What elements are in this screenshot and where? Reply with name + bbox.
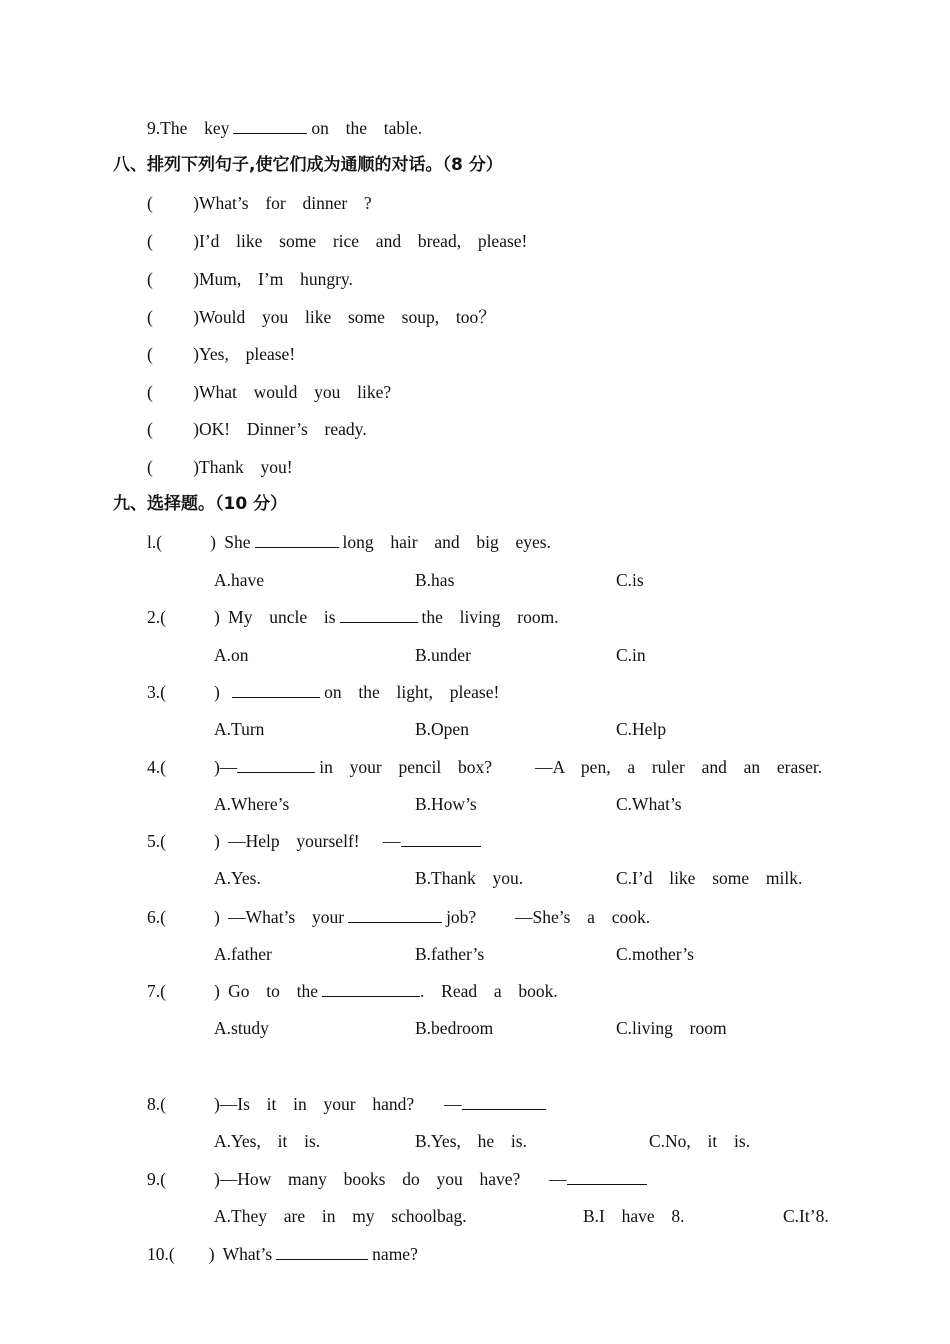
answer-blank[interactable]	[255, 531, 339, 548]
sentence-text: OK! Dinner’s ready.	[199, 419, 367, 439]
question-number: 8.(	[147, 1094, 166, 1114]
question-text: My uncle is	[228, 607, 336, 627]
option-b[interactable]: B.Yes, he is.	[415, 1131, 527, 1151]
option-a[interactable]: A.father	[214, 944, 272, 964]
option-b[interactable]: B.Thank you.	[415, 868, 524, 888]
question-text: She	[224, 532, 251, 552]
question-9-reply	[549, 1168, 651, 1190]
option-a[interactable]: A.have	[214, 570, 265, 590]
question-4: 4.( )— in your pencil box?	[147, 757, 492, 777]
question-text: —	[219, 757, 238, 777]
ordering-item	[147, 268, 353, 290]
ordering-item	[147, 381, 391, 403]
option-a[interactable]: A.study	[214, 1018, 269, 1038]
option-b[interactable]: B.I have 8.	[583, 1206, 685, 1226]
answer-blank[interactable]	[276, 1243, 368, 1260]
sentence-text: Thank you!	[199, 457, 293, 477]
answer-paren[interactable]	[147, 230, 199, 252]
answer-paren[interactable]	[147, 418, 199, 440]
option-c[interactable]: C.I’d like some milk.	[616, 868, 803, 888]
option-b[interactable]: B.How’s	[415, 794, 477, 814]
question-10: 10.( ) What’s name?	[147, 1244, 418, 1264]
question-text: the living room.	[421, 607, 559, 627]
item-text: on the table.	[311, 118, 423, 138]
option-c[interactable]: C.living room	[616, 1018, 727, 1038]
ordering-item	[147, 306, 496, 328]
answer-paren[interactable]	[147, 456, 199, 478]
option-c[interactable]: C.in	[616, 645, 646, 665]
answer-paren[interactable]	[147, 343, 199, 365]
option-a[interactable]: A.Yes, it is.	[214, 1131, 321, 1151]
answer-blank[interactable]	[567, 1168, 647, 1185]
reply-dash: —	[549, 1169, 567, 1189]
question-3: 3.( ) on the light, please!	[147, 682, 500, 702]
question-9: 9.( )—How many books do you have?	[147, 1169, 521, 1189]
reply-dash: —	[444, 1094, 462, 1114]
answer-paren[interactable]	[147, 381, 199, 403]
question-text: . Read a book.	[420, 981, 558, 1001]
ordering-item	[147, 343, 295, 365]
option-c[interactable]: C.Help	[616, 719, 667, 739]
option-b[interactable]: B.under	[415, 645, 471, 665]
reply-dash: —	[383, 831, 401, 851]
question-1: l.( ) She long hair and big eyes.	[147, 532, 551, 552]
ordering-item	[147, 456, 293, 478]
fill-item-9	[147, 117, 422, 139]
question-number: 5.(	[147, 831, 166, 851]
answer-paren[interactable]	[147, 268, 199, 290]
question-number: 3.(	[147, 682, 166, 702]
option-c[interactable]: C.is	[616, 570, 644, 590]
question-number: 9.(	[147, 1169, 166, 1189]
question-number: 2.(	[147, 607, 166, 627]
question-5-reply	[383, 830, 485, 852]
question-7: 7.( ) Go to the . Read a book.	[147, 981, 558, 1001]
question-5: 5.( ) —Help yourself!	[147, 831, 360, 851]
question-number: 4.(	[147, 757, 166, 777]
option-a[interactable]: A.Where’s	[214, 794, 290, 814]
option-a[interactable]: A.They are in my schoolbag.	[214, 1206, 467, 1226]
question-number: 10.(	[147, 1244, 175, 1264]
sentence-text: I’d like some rice and bread, please!	[199, 231, 528, 251]
answer-blank[interactable]	[233, 117, 307, 134]
question-text: Go to the	[228, 981, 319, 1001]
sentence-text: Mum, I’m hungry.	[199, 269, 353, 289]
option-c[interactable]: C.mother’s	[616, 944, 694, 964]
section-9-title: 九、选择题。（10 分）	[113, 494, 288, 514]
question-8: 8.( )—Is it in your hand?	[147, 1094, 415, 1114]
question-6-reply: —She’s a cook.	[515, 907, 651, 927]
question-text: name?	[372, 1244, 418, 1264]
answer-blank[interactable]	[462, 1093, 546, 1110]
sentence-text: Yes, please!	[199, 344, 296, 364]
question-text: —Help yourself!	[228, 831, 360, 851]
question-text: —How many books do you have?	[219, 1169, 521, 1189]
question-text: job?	[446, 907, 477, 927]
answer-blank[interactable]	[322, 980, 420, 997]
question-text: long hair and big eyes.	[342, 532, 551, 552]
sentence-text: Would you like some soup, too？	[199, 307, 496, 327]
answer-blank[interactable]	[340, 606, 418, 623]
option-c[interactable]: C.It’8.	[783, 1206, 829, 1226]
option-b[interactable]: B.father’s	[415, 944, 485, 964]
sentence-text: What’s for dinner ?	[199, 193, 372, 213]
item-text: 9.The key	[147, 118, 230, 138]
answer-blank[interactable]	[237, 756, 315, 773]
ordering-item	[147, 192, 372, 214]
ordering-item	[147, 418, 367, 440]
answer-blank[interactable]	[401, 830, 481, 847]
question-2: 2.( ) My uncle is the living room.	[147, 607, 559, 627]
option-c[interactable]: C.No, it is.	[649, 1131, 751, 1151]
option-b[interactable]: B.has	[415, 570, 455, 590]
ordering-item	[147, 230, 527, 252]
option-b[interactable]: B.Open	[415, 719, 469, 739]
answer-paren[interactable]	[147, 192, 199, 214]
option-a[interactable]: A.on	[214, 645, 249, 665]
question-text: What’s	[222, 1244, 273, 1264]
answer-paren[interactable]	[147, 306, 199, 328]
question-6: 6.( ) —What’s your job?	[147, 907, 477, 927]
question-number: l.(	[147, 532, 163, 552]
question-text: —What’s your	[228, 907, 345, 927]
question-number: 6.(	[147, 907, 166, 927]
question-text: on the light, please!	[324, 682, 500, 702]
section-8-title: 八、排列下列句子,使它们成为通顺的对话。（8 分）	[113, 155, 503, 175]
question-number: 7.(	[147, 981, 166, 1001]
option-c[interactable]: C.What’s	[616, 794, 682, 814]
sentence-text: What would you like?	[199, 382, 392, 402]
question-text: —Is it in your hand?	[219, 1094, 415, 1114]
answer-blank[interactable]	[232, 681, 320, 698]
question-4-reply: —A pen, a ruler and an eraser.	[535, 757, 823, 777]
option-a[interactable]: A.Yes.	[214, 868, 261, 888]
question-text: in your pencil box?	[319, 757, 492, 777]
option-b[interactable]: B.bedroom	[415, 1018, 494, 1038]
question-8-reply	[444, 1093, 550, 1115]
option-a[interactable]: A.Turn	[214, 719, 265, 739]
answer-blank[interactable]	[348, 906, 442, 923]
